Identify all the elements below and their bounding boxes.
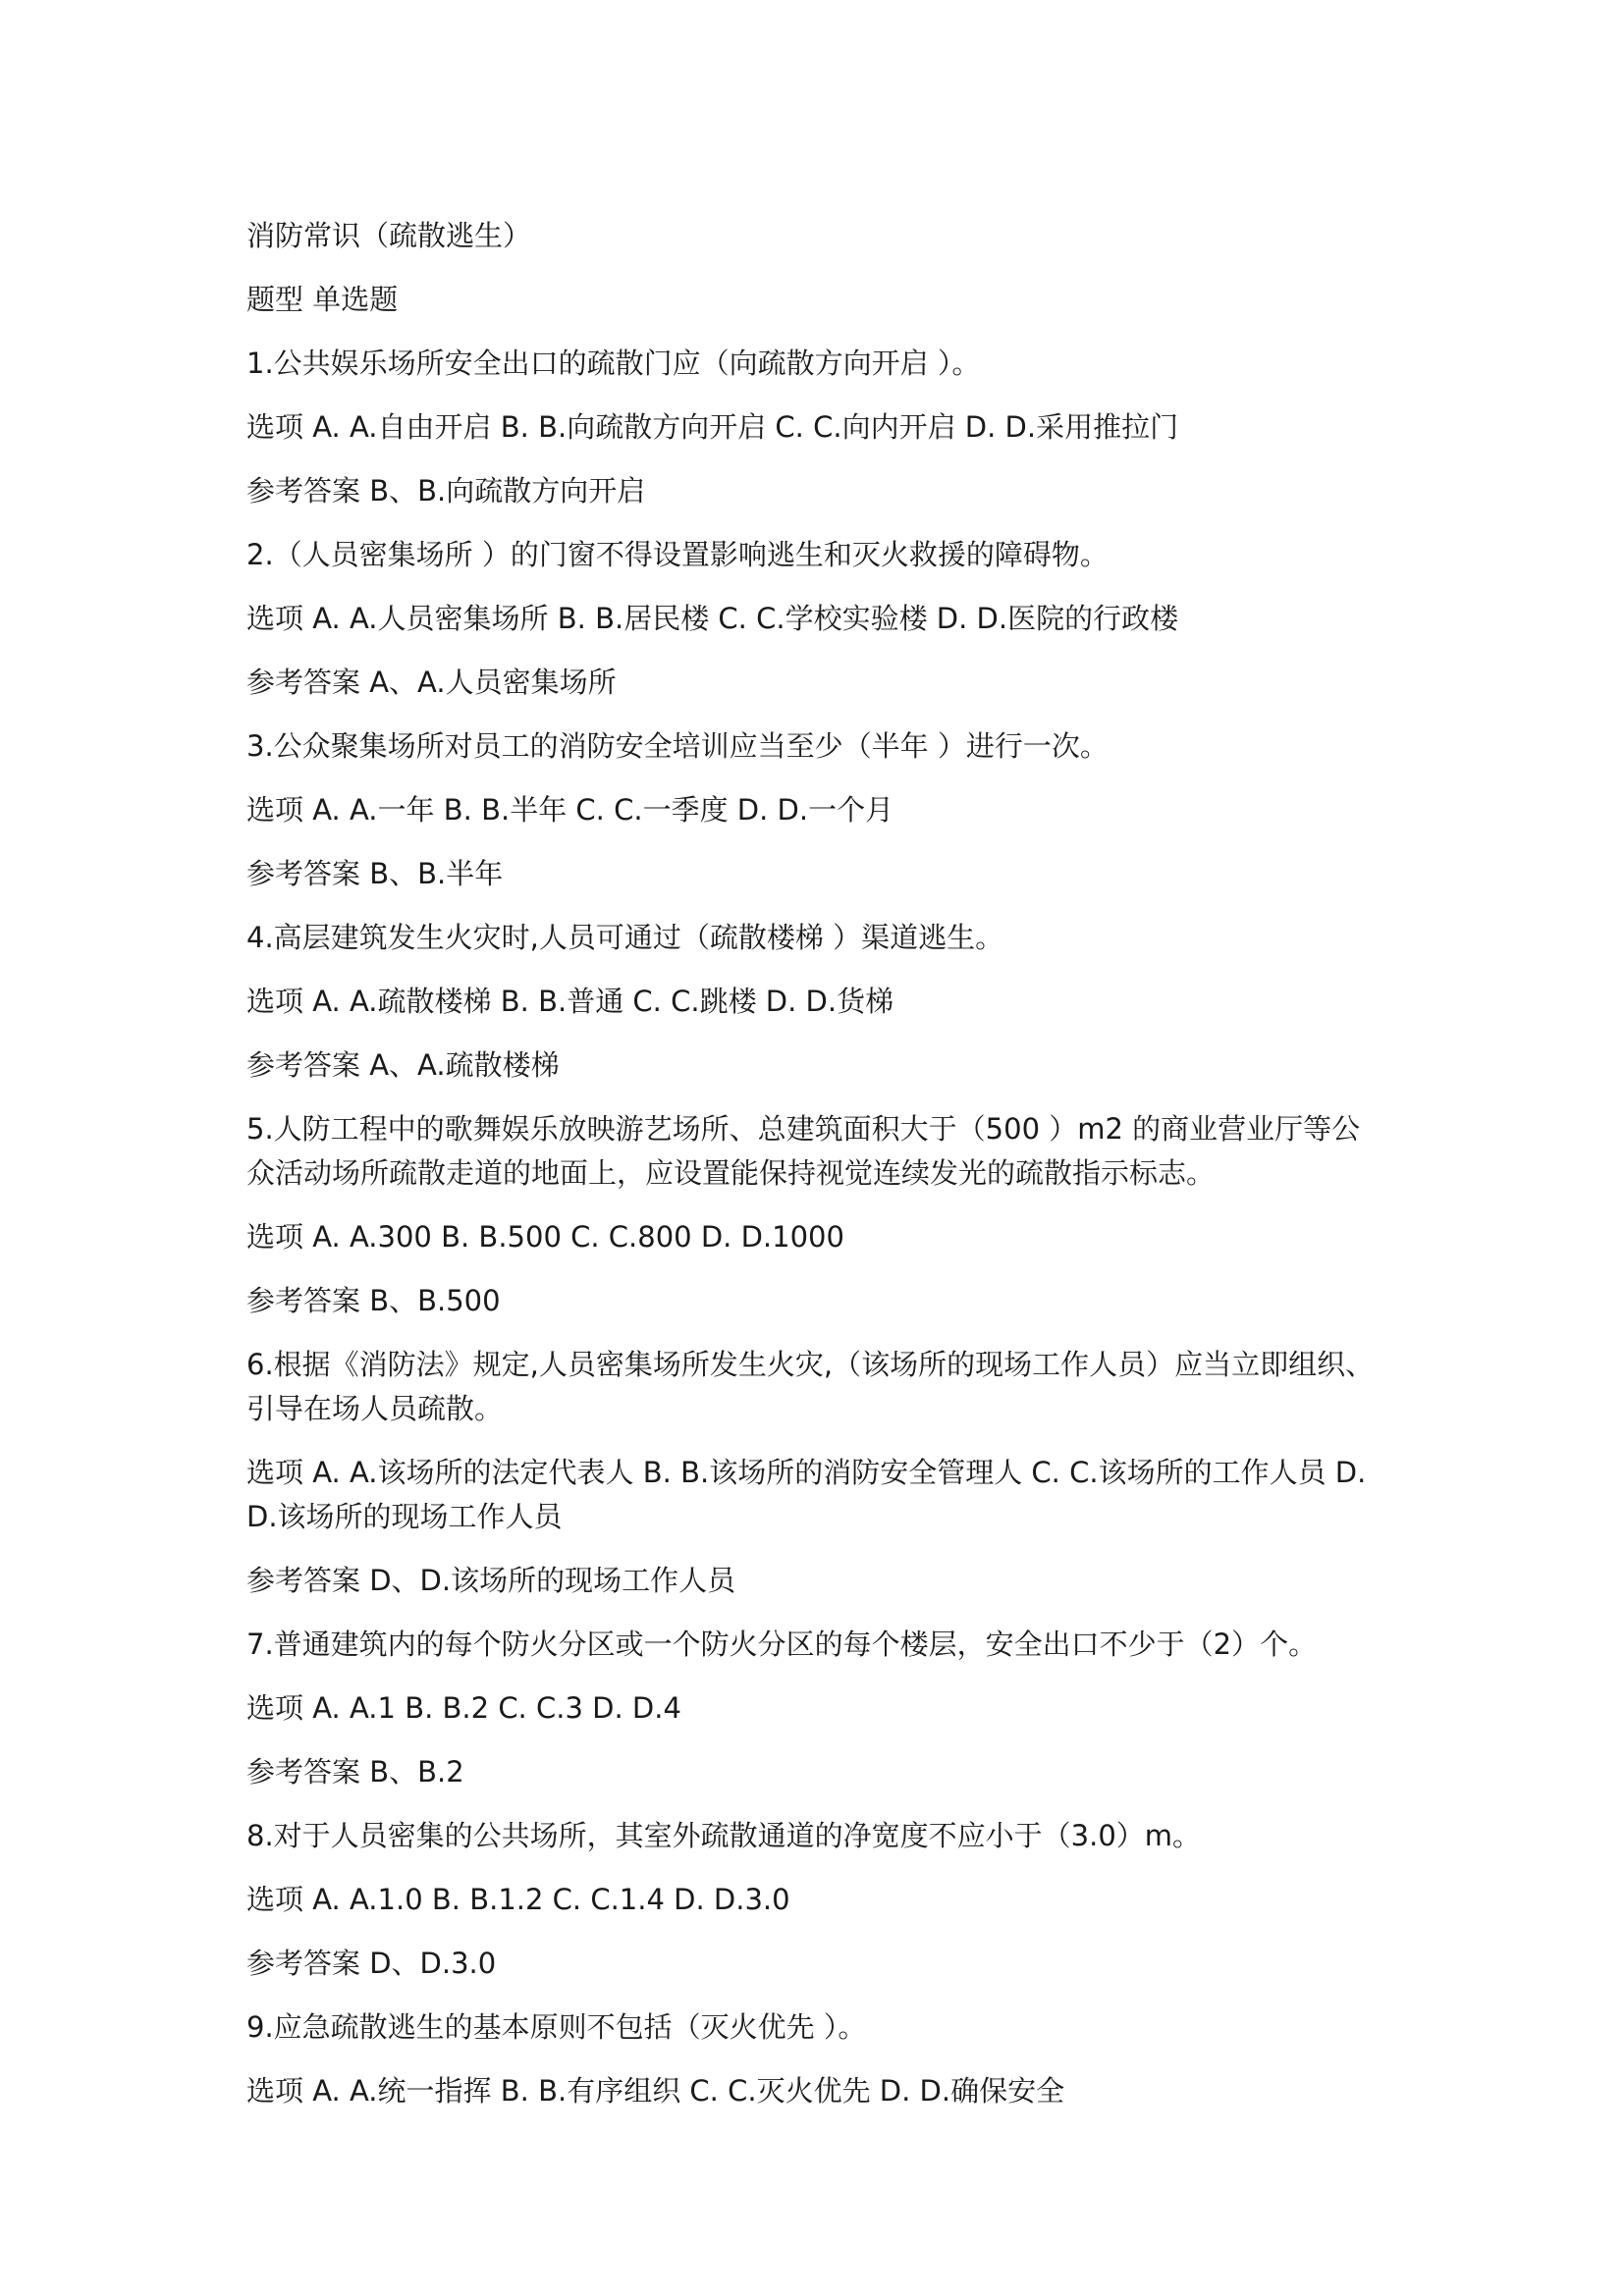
question-answer: 参考答案 B、B.向疏散方向开启 xyxy=(246,474,646,507)
question-answer: 参考答案 D、D.3.0 xyxy=(246,1947,497,1980)
document-page xyxy=(246,214,1380,2133)
question-block-7 xyxy=(246,1623,1380,1794)
question-block-9 xyxy=(246,2005,1380,2113)
question-block-6 xyxy=(246,1343,1380,1603)
question-text: 2.（人员密集场所 ）的门窗不得设置影响逃生和灭火救援的障碍物。 xyxy=(246,538,1109,571)
question-text: 9.应急疏散逃生的基本原则不包括（灭火优先 ）。 xyxy=(246,2010,867,2044)
question-options: 选项 A. A.300 B. B.500 C. C.800 D. D.1000 xyxy=(246,1220,844,1254)
question-block-5 xyxy=(246,1107,1380,1323)
question-options: 选项 A. A.1 B. B.2 C. C.3 D. D.4 xyxy=(246,1691,681,1725)
question-block-3 xyxy=(246,724,1380,896)
question-text: 7.普通建筑内的每个防火分区或一个防火分区的每个楼层，安全出口不少于（2）个。 xyxy=(246,1628,1318,1661)
question-block-8 xyxy=(246,1814,1380,1986)
question-options: 选项 A. A.统一指挥 B. B.有序组织 C. C.灭火优先 D. D.确保安全 xyxy=(246,2074,1065,2108)
question-answer: 参考答案 B、B.2 xyxy=(246,1755,464,1789)
question-text: 4.高层建筑发生火灾时,人员可通过（疏散楼梯 ）渠道逃生。 xyxy=(246,921,1004,954)
question-answer: 参考答案 A、A.疏散楼梯 xyxy=(246,1048,560,1082)
question-text: 6.根据《消防法》规定,人员密集场所发生火灾,（该场所的现场工作人员）应当立即组织、引导在场人员疏散。 xyxy=(246,1348,1375,1425)
question-text: 8.对于人员密集的公共场所，其室外疏散通道的净宽度不应小于（3.0）m。 xyxy=(246,1819,1202,1852)
document-title: 消防常识（疏散逃生） xyxy=(246,219,532,252)
question-text: 1.公共娱乐场所安全出口的疏散门应（向疏散方向开启 ）。 xyxy=(246,347,981,380)
question-block-2 xyxy=(246,533,1380,705)
question-text: 3.公众聚集场所对员工的消防安全培训应当至少（半年 ）进行一次。 xyxy=(246,729,1109,763)
question-block-1 xyxy=(246,342,1380,513)
question-block-4 xyxy=(246,916,1380,1088)
question-answer: 参考答案 B、B.500 xyxy=(246,1284,501,1317)
question-text: 5.人防工程中的歌舞娱乐放映游艺场所、总建筑面积大于（500 ）m2 的商业营业厅等公众活动场所疏散走道的地面上，应设置能保持视觉连续发光的疏散指示标志。 xyxy=(246,1112,1361,1190)
question-options: 选项 A. A.疏散楼梯 B. B.普通 C. C.跳楼 D. D.货梯 xyxy=(246,985,894,1018)
question-answer: 参考答案 B、B.半年 xyxy=(246,857,504,890)
question-options: 选项 A. A.自由开启 B. B.向疏散方向开启 C. C.向内开启 D. D.采用推拉门 xyxy=(246,410,1179,444)
question-options: 选项 A. A.人员密集场所 B. B.居民楼 C. C.学校实验楼 D. D.医院的行政楼 xyxy=(246,602,1179,635)
question-options: 选项 A. A.该场所的法定代表人 B. B.该场所的消防安全管理人 C. C.该场所的工作人员 D. D.该场所的现场工作人员 xyxy=(246,1456,1367,1533)
question-answer: 参考答案 A、A.人员密集场所 xyxy=(246,666,617,699)
question-type: 题型 单选题 xyxy=(246,283,399,316)
question-options: 选项 A. A.一年 B. B.半年 C. C.一季度 D. D.一个月 xyxy=(246,793,894,827)
question-answer: 参考答案 D、D.该场所的现场工作人员 xyxy=(246,1564,736,1597)
question-options: 选项 A. A.1.0 B. B.1.2 C. C.1.4 D. D.3.0 xyxy=(246,1883,790,1916)
